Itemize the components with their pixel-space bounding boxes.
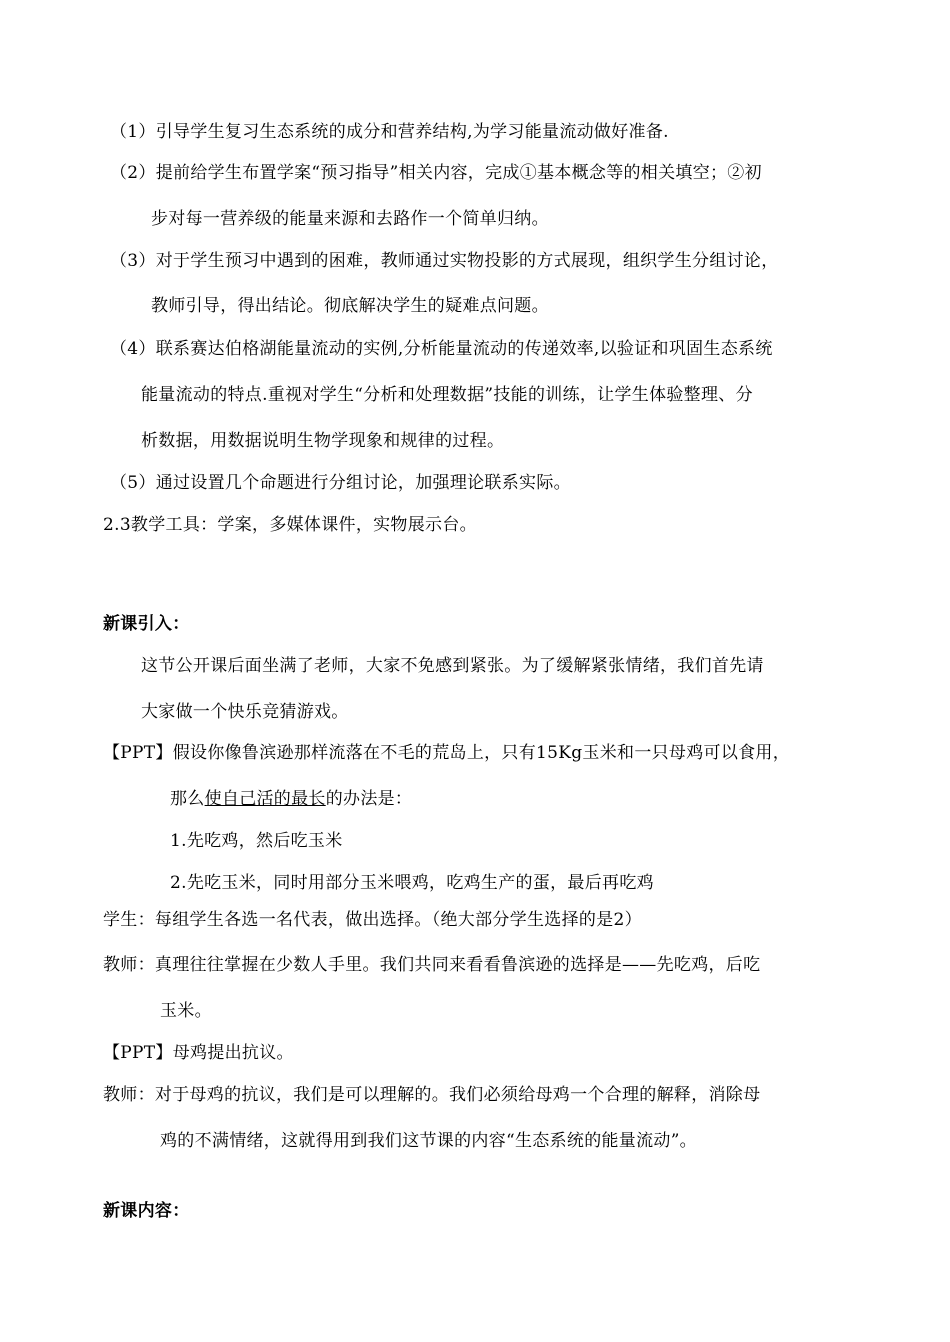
intro-paragraph-line-1: 这节公开课后面坐满了老师，大家不免感到紧张。为了缓解紧张情绪，我们首先请	[141, 656, 764, 676]
teacher-remark-2-line-2: 鸡的不满情绪，这就得用到我们这节课的内容“生态系统的能量流动”。	[160, 1131, 697, 1151]
ppt-hen-protest: 【PPT】母鸡提出抗议。	[103, 1043, 294, 1063]
option-2: 2.先吃玉米，同时用部分玉米喂鸡，吃鸡生产的蛋，最后再吃鸡	[170, 873, 654, 893]
prep-item-2-line-1: （2）提前给学生布置学案“预习指导”相关内容，完成①基本概念等的相关填空；②初	[110, 163, 762, 183]
prep-item-3-line-1: （3）对于学生预习中遇到的困难，教师通过实物投影的方式展现，组织学生分组讨论，	[110, 251, 779, 271]
ppt-question-prefix: 那么	[170, 789, 205, 809]
prep-item-5: （5）通过设置几个命题进行分组讨论，加强理论联系实际。	[110, 473, 571, 493]
prep-item-3-line-2: 教师引导，得出结论。彻底解决学生的疑难点问题。	[151, 296, 549, 316]
student-response: 学生：每组学生各选一名代表，做出选择。（绝大部分学生选择的是2）	[103, 910, 642, 930]
intro-paragraph-line-2: 大家做一个快乐竞猜游戏。	[141, 702, 349, 722]
prep-item-4-line-3: 析数据，用数据说明生物学现象和规律的过程。	[141, 431, 505, 451]
content-heading: 新课内容：	[103, 1201, 190, 1221]
teaching-tools: 2.3教学工具：学案，多媒体课件，实物展示台。	[103, 515, 477, 535]
prep-item-4-line-1: （4）联系赛达伯格湖能量流动的实例,分析能量流动的传递效率,以验证和巩固生态系统	[110, 339, 773, 359]
intro-heading: 新课引入：	[103, 614, 190, 634]
prep-item-1: （1）引导学生复习生态系统的成分和营养结构,为学习能量流动做好准备.	[110, 122, 669, 142]
option-1: 1.先吃鸡，然后吃玉米	[170, 831, 343, 851]
ppt-question-line-1: 【PPT】假设你像鲁滨逊那样流落在不毛的荒岛上，只有15Kg玉米和一只母鸡可以食用，	[103, 743, 791, 763]
ppt-question-line-2	[170, 787, 412, 811]
teacher-remark-1-line-2: 玉米。	[160, 1001, 212, 1021]
prep-item-4-line-2: 能量流动的特点.重视对学生“分析和处理数据”技能的训练，让学生体验整理、分	[141, 385, 753, 405]
ppt-question-suffix: 的办法是：	[325, 789, 413, 809]
teacher-remark-1-line-1: 教师：真理往往掌握在少数人手里。我们共同来看看鲁滨逊的选择是——先吃鸡，后吃	[103, 955, 761, 975]
teacher-remark-2-line-1: 教师：对于母鸡的抗议，我们是可以理解的。我们必须给母鸡一个合理的解释，消除母	[103, 1085, 761, 1105]
ppt-question-underlined: 使自己活的最长	[204, 789, 326, 809]
prep-item-2-line-2: 步对每一营养级的能量来源和去路作一个简单归纳。	[151, 209, 549, 229]
